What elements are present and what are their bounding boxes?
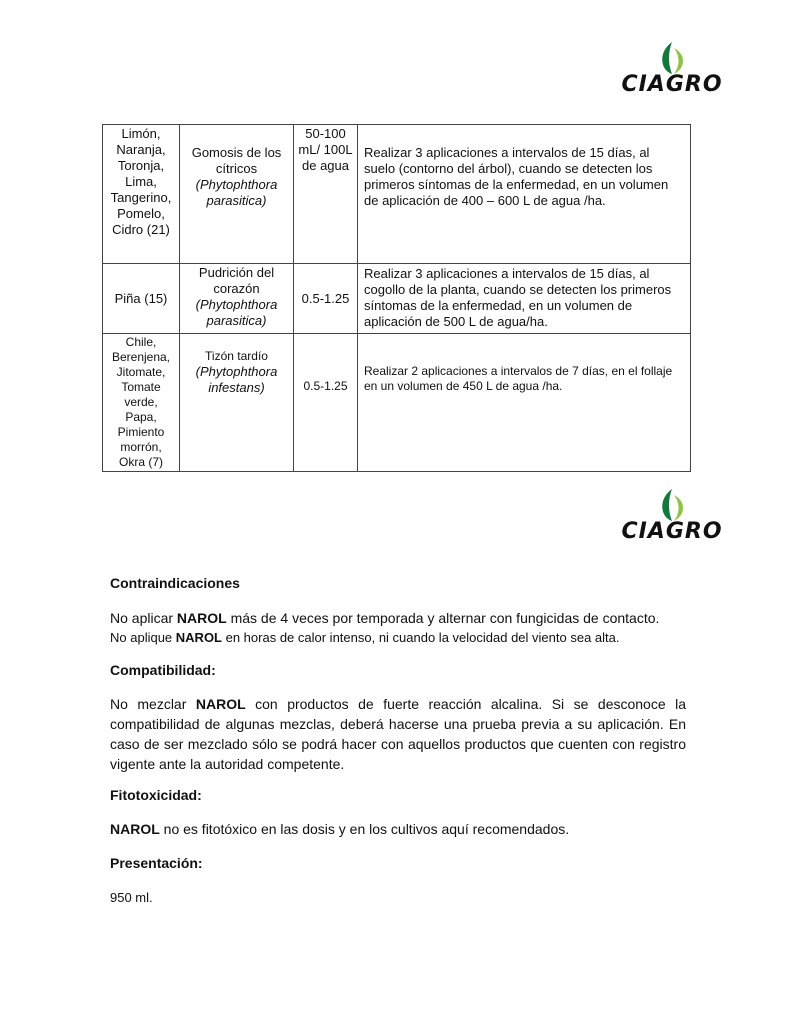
- ciagro-logo: [610, 487, 734, 547]
- leaf-icon: [610, 487, 734, 523]
- disease-cell: [180, 264, 294, 334]
- pathogen-name: (Phytophthora parasitica): [195, 297, 278, 328]
- ciagro-logo: [610, 40, 734, 100]
- instructions-cell: Realizar 2 aplicaciones a intervalos de 7 días, en el follaje en un volumen de 450 L de agua /ha.: [358, 334, 691, 472]
- table-row: [103, 264, 691, 334]
- leaf-icon: [610, 40, 734, 76]
- disease-cell: [180, 334, 294, 472]
- contraindicaciones-line-2: No aplique NAROL en horas de calor intenso, ni cuando la velocidad del viento sea alta.: [110, 630, 620, 645]
- disease-name: Tizón tardío: [205, 349, 268, 363]
- logo-text: CIAGRO: [621, 519, 723, 544]
- disease-name: Gomosis de los cítricos: [191, 145, 282, 176]
- fitotoxicidad-heading: Fitotoxicidad:: [110, 787, 202, 803]
- disease-name: Pudrición del corazón: [198, 265, 275, 296]
- disease-cell: [180, 125, 294, 264]
- dose-cell: 0.5-1.25: [294, 334, 358, 472]
- contraindicaciones-text: [110, 608, 686, 648]
- instructions-cell: Realizar 3 aplicaciones a intervalos de 15 días, al cogollo de la planta, cuando se detecten los primeros síntomas de la enfermedad, en un volumen de aplicación de 500 L de agua/ha.: [358, 264, 691, 334]
- instructions-cell: Realizar 3 aplicaciones a intervalos de 15 días, al suelo (contorno del árbol), cuando se detecten los primeros síntomas de la enfermedad, en un volumen de aplicación de 400 – 600 L de agua /ha.: [358, 125, 691, 264]
- compatibilidad-text: No mezclar NAROL con productos de fuerte reacción alcalina. Si se desconoce la compatibilidad de algunas mezclas, deberá hacerse una prueba previa a su aplicación. En caso de ser mezclado sólo se podrá hacer con aquellos productos que cuenten con registro vigente ante la autoridad competente.: [110, 696, 687, 772]
- fitotoxicidad-text: NAROL no es fitotóxico en las dosis y en los cultivos aquí recomendados.: [110, 821, 570, 837]
- contraindicaciones-heading: Contraindicaciones: [110, 575, 240, 591]
- pathogen-name: (Phytophthora parasitica): [195, 177, 278, 208]
- crop-cell: Chile, Berenjena, Jitomate, Tomate verde, Papa, Pimiento morrón, Okra (7): [103, 334, 180, 472]
- contraindicaciones-line-1: No aplicar NAROL más de 4 veces por temporada y alternar con fungicidas de contacto.: [110, 610, 660, 626]
- dose-cell: 0.5-1.25: [294, 264, 358, 334]
- logo-text: CIAGRO: [621, 72, 723, 97]
- presentacion-value: 950 ml.: [110, 890, 153, 905]
- crop-cell: Limón, Naranja, Toronja, Lima, Tangerino, Pomelo, Cidro (21): [103, 125, 180, 264]
- presentacion-heading: Presentación:: [110, 855, 203, 871]
- crop-cell: Piña (15): [103, 264, 180, 334]
- dose-cell: 50-100 mL/ 100L de agua: [294, 125, 358, 264]
- compatibilidad-heading: Compatibilidad:: [110, 662, 216, 678]
- table-row: [103, 125, 691, 264]
- pathogen-name: (Phytophthora infestans): [195, 364, 278, 395]
- table-row: [103, 334, 691, 472]
- crops-table: [102, 124, 691, 472]
